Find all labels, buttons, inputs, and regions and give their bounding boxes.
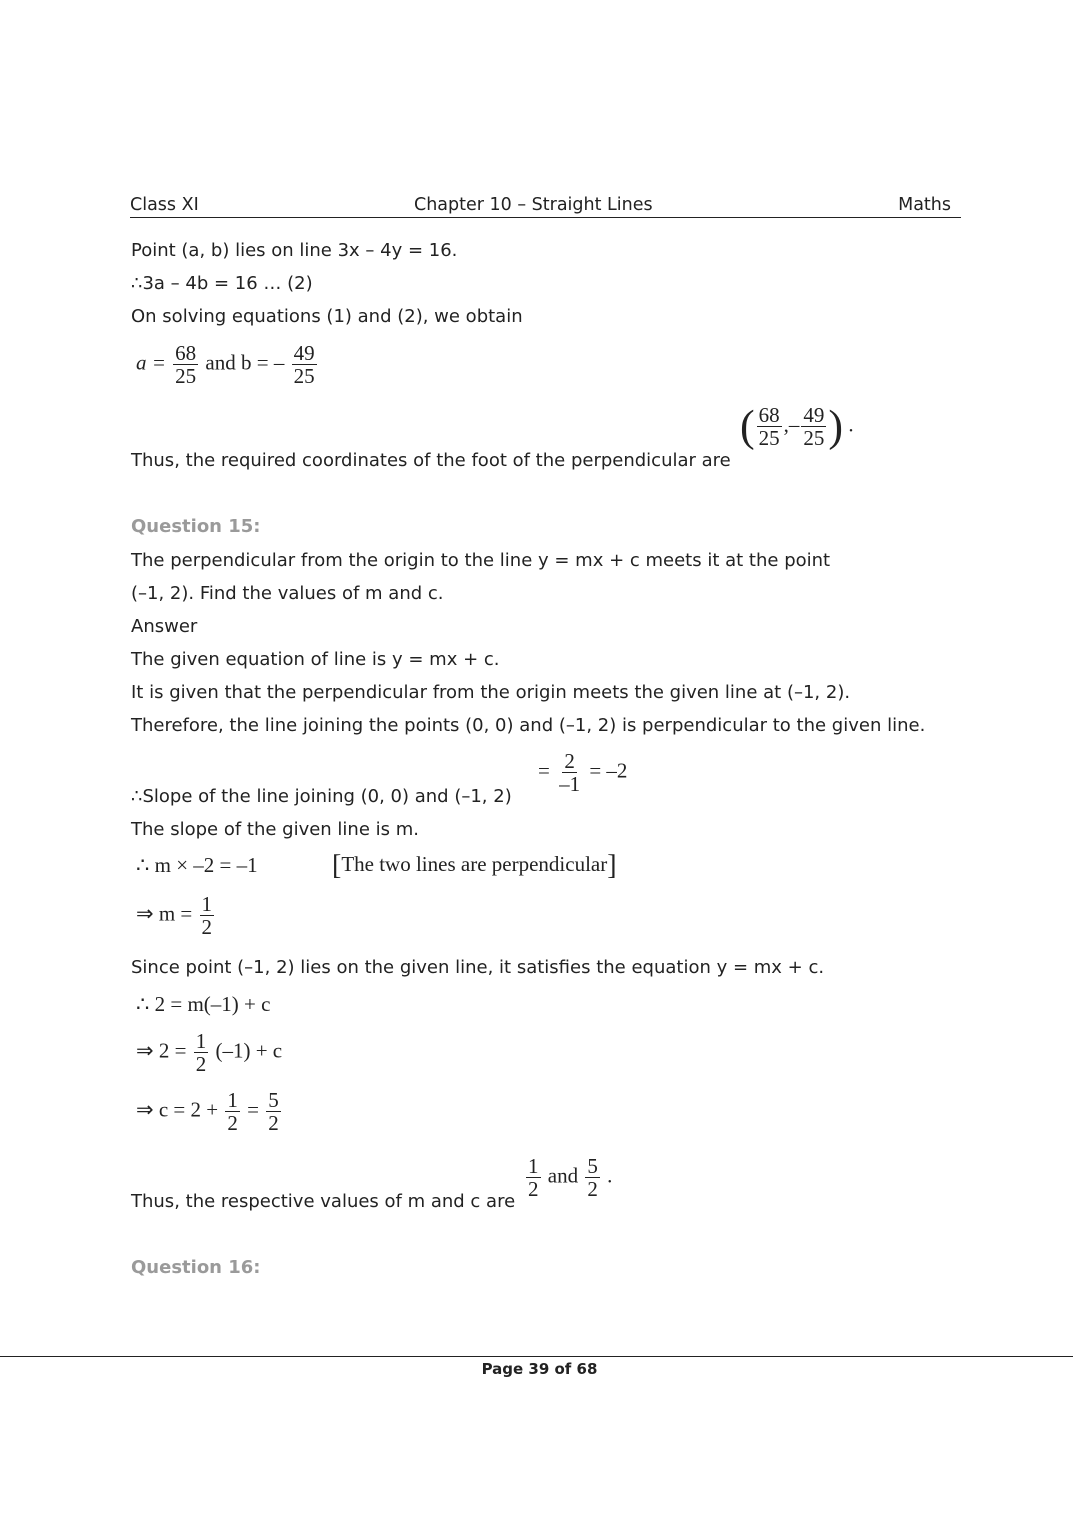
equation-m: ⇒ m = $\frac{1}{2}$ [136,892,213,940]
text-line: Therefore, the line joining the points (0, 0) and (–1, 2) is perpendicular to the given line. [131,715,926,736]
equation-c3: ⇒ c = 2 + $\frac{1}{2}$ = $\frac{5}{2}$ [136,1088,279,1136]
question-16-heading: Question 16: [131,1257,261,1278]
equation-slope: = $\frac{2}{-1}$ = –2 [538,749,628,797]
footer-divider [0,1356,1073,1357]
equation-c2: ⇒ 2 = $\frac{1}{2}$ (–1) + c [136,1029,283,1077]
text-line: It is given that the perpendicular from the origin meets the given line at (–1, 2). [131,682,851,703]
text-line: Since point (–1, 2) lies on the given line, it satisfies the equation y = mx + c. [131,957,825,978]
equation-result: $\frac{1}{2}$ and $\frac{5}{2}$ . [528,1154,613,1202]
perpendicular-note: [The two lines are perpendicular] [332,850,617,881]
text-line: The slope of the given line is m. [131,819,419,840]
text-line: Point (a, b) lies on line 3x – 4y = 16. [131,240,458,261]
answer-label: Answer [131,616,198,637]
text-line: ∴3a – 4b = 16 … (2) [131,273,313,294]
text-line: Thus, the required coordinates of the foot of the perpendicular are [131,450,731,471]
text-line: (–1, 2). Find the values of m and c. [131,583,444,604]
page-number: Page 39 of 68 [481,1360,598,1378]
header-subject: Maths [898,195,951,215]
equation-perpendicular: ∴ m × –2 = –1 [136,853,258,877]
equation-ab: a = $\frac{68}{25}$ and b = – $\frac{49}{25}$ [136,341,315,389]
text-line: The given equation of line is y = mx + c. [131,649,500,670]
equation-c1: ∴ 2 = m(–1) + c [136,992,271,1016]
text-line: Thus, the respective values of m and c are [131,1191,516,1212]
question-15-heading: Question 15: [131,516,261,537]
header-class: Class XI [130,195,199,215]
text-line: The perpendicular from the origin to the line y = mx + c meets it at the point [131,550,831,571]
equation-coordinates: ( $\frac{68}{25}$ ,– $\frac{49}{25}$ ) . [740,401,854,451]
page-header [130,195,961,218]
header-chapter: Chapter 10 – Straight Lines [414,195,653,215]
text-line: ∴Slope of the line joining (0, 0) and (–1, 2) [131,786,512,807]
text-line: On solving equations (1) and (2), we obtain [131,306,523,327]
